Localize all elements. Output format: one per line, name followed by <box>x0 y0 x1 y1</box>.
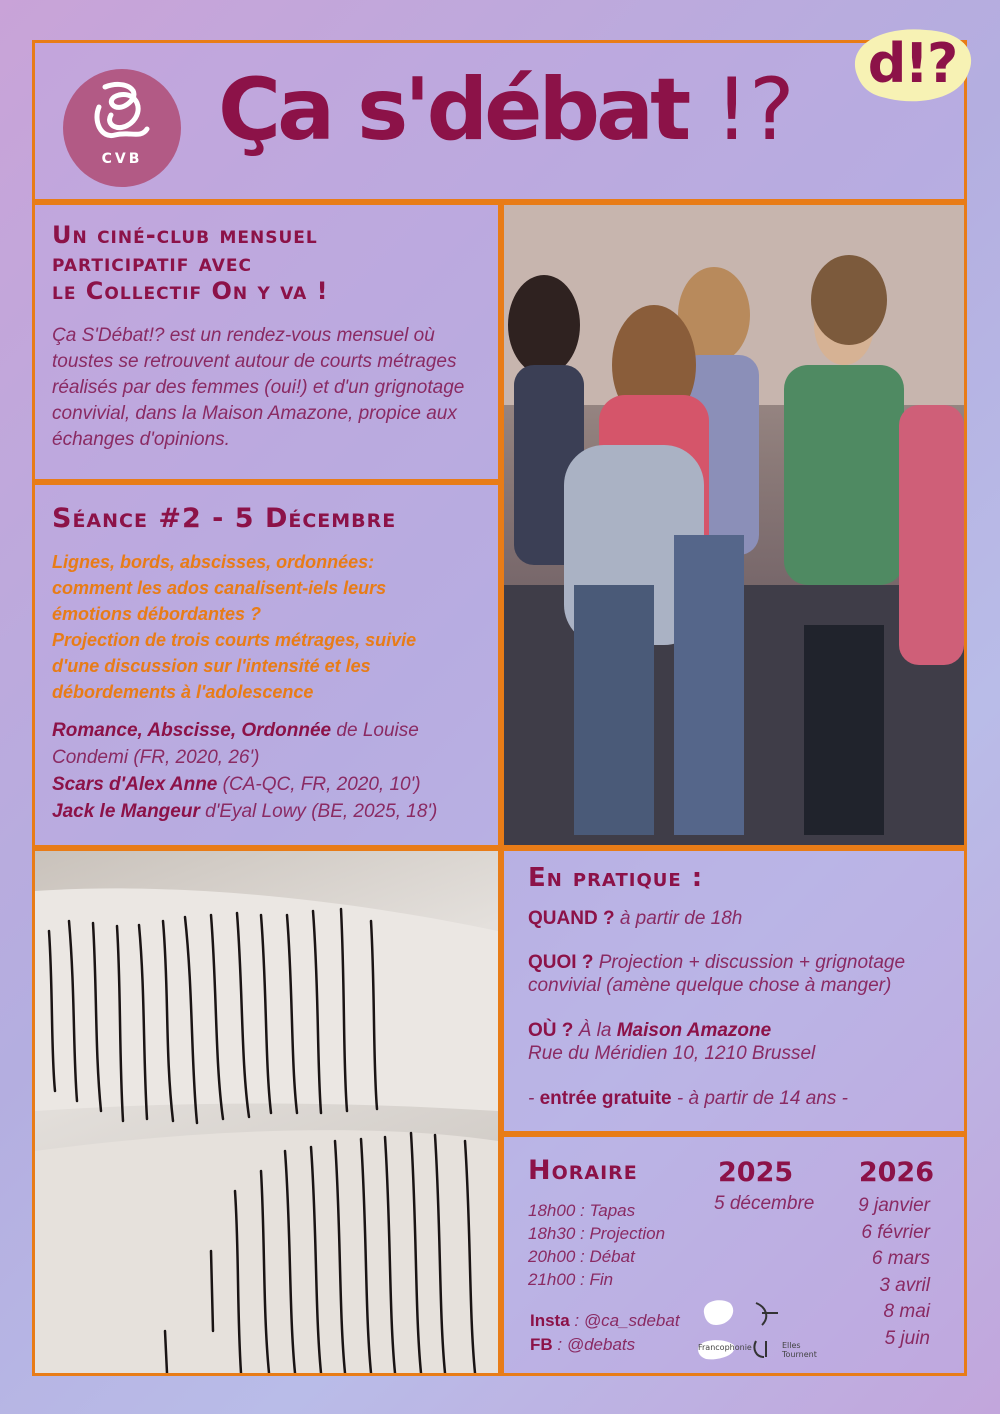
schedule-item: 20h00 : Débat <box>528 1247 635 1266</box>
seance-description-line: comment les ados canalisent-iels leurs <box>52 578 387 598</box>
date-item: 3 avril <box>879 1274 930 1296</box>
federation-logo-icon <box>750 1337 774 1361</box>
intro-heading-line: Un ciné-club mensuel <box>52 221 318 249</box>
year-2025: 2025 <box>718 1157 794 1188</box>
date-item: 6 février <box>861 1221 930 1243</box>
header-panel <box>32 40 967 202</box>
seance-description-line: débordements à l'adolescence <box>52 682 314 702</box>
cvb-logo-icon <box>85 77 159 151</box>
seance-description-line: Lignes, bords, abscisses, ordonnées: <box>52 552 375 572</box>
schedule-list <box>528 1199 665 1291</box>
sponsor-francophonie: Francophonie <box>698 1343 752 1352</box>
quand-line: QUAND ? à partir de 18h <box>528 908 743 929</box>
badge-text: d!? <box>867 32 957 95</box>
intro-heading-line: le Collectif On y va ! <box>52 277 329 305</box>
seance-heading: Séance #2 - 5 Décembre <box>52 503 397 534</box>
entry-line: - entrée gratuite - à partir de 14 ans - <box>528 1088 848 1109</box>
intro-heading <box>52 221 492 305</box>
intro-panel <box>32 202 501 482</box>
film-item: Jack le Mangeur d'Eyal Lowy (BE, 2025, 18') <box>52 801 438 822</box>
intro-heading-line: participatif avec <box>52 249 252 277</box>
pratique-heading: En pratique : <box>528 863 704 893</box>
year-2026: 2026 <box>858 1157 934 1188</box>
date-item: 6 mars <box>871 1248 930 1269</box>
seance-description-line: émotions débordantes ? <box>52 604 262 624</box>
schedule-item: 21h00 : Fin <box>528 1270 614 1289</box>
page-title: Ça s'débat !? <box>218 60 795 160</box>
sponsor-dancer-icon <box>750 1299 782 1329</box>
sponsor-blob-icon <box>700 1297 736 1327</box>
debat-badge <box>846 22 978 108</box>
cvb-logo <box>63 69 181 187</box>
insta-link[interactable]: Insta : @ca_sdebat <box>530 1311 680 1330</box>
film-item: Scars d'Alex Anne (CA-QC, FR, 2020, 10') <box>52 774 421 795</box>
date-item: 5 décembre <box>714 1193 815 1214</box>
ou-line: OÙ ? À la Maison Amazone Rue du Méridien 10, 1210 Brussel <box>528 1020 816 1064</box>
seance-panel <box>32 482 501 848</box>
horaire-panel <box>501 1134 967 1376</box>
arms-lines-photo <box>32 848 501 1376</box>
schedule-item: 18h30 : Projection <box>528 1224 666 1243</box>
logo-text: CVB <box>101 151 143 167</box>
dates-2025 <box>714 1193 814 1215</box>
arms-lines-photo-image <box>35 851 498 1373</box>
dates-2026 <box>858 1193 930 1352</box>
seance-description-line: Projection de trois courts métrages, suivie <box>52 630 417 650</box>
pratique-panel <box>501 848 967 1134</box>
schedule-item: 18h00 : Tapas <box>528 1201 636 1220</box>
horaire-heading: Horaire <box>528 1155 638 1186</box>
date-item: 8 mai <box>883 1301 930 1322</box>
intro-description: Ça S'Débat!? est un rendez-vous mensuel où toustes se retrouvent autour de courts métrages réalisés par des femmes (oui!) et d'un grignotage convivial, dans la Maison Amazone, propice aux échanges d'opinions. <box>52 325 465 450</box>
teenagers-photo-image <box>504 205 964 845</box>
seance-description <box>52 549 492 705</box>
quoi-line: QUOI ? Projection + discussion + grignotage convivial (amène quelque chose à manger) <box>528 952 906 996</box>
seance-description-line: d'une discussion sur l'intensité et les <box>52 656 371 676</box>
sponsor-elles-tournent: Elles Tournent <box>782 1341 817 1359</box>
teenagers-photo <box>501 202 967 848</box>
film-item: Romance, Abscisse, Ordonnée de Louise Condemi (FR, 2020, 26') <box>52 720 419 768</box>
social-links <box>530 1309 680 1357</box>
film-list <box>52 717 492 825</box>
fb-link[interactable]: FB : @debats <box>530 1335 636 1354</box>
date-item: 5 juin <box>884 1327 930 1349</box>
date-item: 9 janvier <box>858 1195 930 1216</box>
